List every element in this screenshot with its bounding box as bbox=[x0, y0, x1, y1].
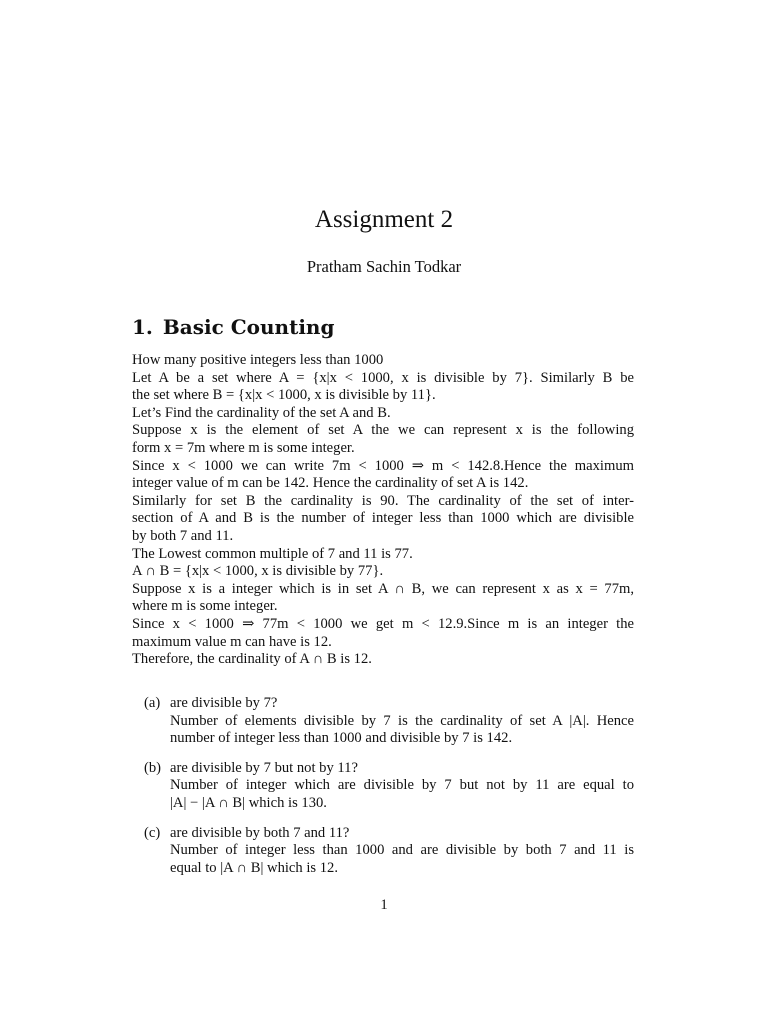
document-title: Assignment 2 bbox=[314, 206, 454, 233]
body-line: Suppose x is the element of set A the we can represent x is the following bbox=[132, 422, 634, 439]
item-answer-line: |A| − |A ∩ B| which is 130. bbox=[170, 794, 327, 811]
body-line: Let’s Find the cardinality of the set A and B. bbox=[132, 404, 391, 421]
item-label: (b) bbox=[144, 759, 162, 776]
list-item bbox=[132, 825, 634, 878]
section-number: 1. bbox=[132, 315, 153, 339]
body-line: A ∩ B = {x|x < 1000, x is divisible by 77}. bbox=[132, 563, 384, 580]
list-item bbox=[132, 760, 634, 813]
item-answer-line: Number of elements divisible by 7 is the cardinality of set A |A|. Hence bbox=[170, 712, 634, 729]
body-line: Suppose x is a integer which is in set A ∩ B, we can represent x as x = 77m, bbox=[132, 580, 634, 597]
item-answer-line: number of integer less than 1000 and divisible by 7 is 142. bbox=[170, 730, 513, 747]
body-line: the set where B = {x|x < 1000, x is divisible by 11}. bbox=[132, 387, 436, 404]
section-title: Basic Counting bbox=[162, 315, 335, 339]
body-line: Since x < 1000 ⇒ 77m < 1000 we get m < 12.9.Since m is an integer the bbox=[132, 615, 634, 632]
page-number: 1 bbox=[380, 897, 388, 913]
body-line: section of A and B is the number of integer less than 1000 which are divisible bbox=[132, 510, 634, 527]
body-line: How many positive integers less than 1000 bbox=[132, 352, 384, 368]
body-line: The Lowest common multiple of 7 and 11 is 77. bbox=[132, 545, 413, 562]
item-question: are divisible by 7? bbox=[170, 695, 278, 711]
body-line: where m is some integer. bbox=[132, 598, 278, 615]
item-answer-line: Number of integer which are divisible by 7 but not by 11 are equal to bbox=[170, 777, 634, 794]
body-line: by both 7 and 11. bbox=[132, 527, 234, 544]
body-text bbox=[132, 352, 634, 669]
item-label: (a) bbox=[144, 695, 161, 711]
body-line: form x = 7m where m is some integer. bbox=[132, 439, 355, 456]
section-heading bbox=[132, 314, 334, 340]
body-line: Let A be a set where A = {x|x < 1000, x is divisible by 7}. Similarly B be bbox=[132, 369, 634, 386]
body-line: Similarly for set B the cardinality is 90. The cardinality of the set of inter- bbox=[132, 492, 634, 509]
list-item bbox=[132, 695, 634, 748]
item-label: (c) bbox=[144, 824, 161, 841]
body-line: integer value of m can be 142. Hence the cardinality of set A is 142. bbox=[132, 475, 529, 492]
question-list bbox=[132, 695, 634, 889]
item-question: are divisible by 7 but not by 11? bbox=[170, 759, 358, 776]
item-answer-line: equal to |A ∩ B| which is 12. bbox=[170, 859, 338, 876]
body-line: maximum value m can have is 12. bbox=[132, 633, 332, 650]
author-name: Pratham Sachin Todkar bbox=[306, 257, 462, 276]
body-line: Since x < 1000 we can write 7m < 1000 ⇒ m < 142.8.Hence the maximum bbox=[132, 457, 634, 474]
item-answer-line: Number of integer less than 1000 and are divisible by both 7 and 11 is bbox=[170, 842, 634, 859]
item-question: are divisible by both 7 and 11? bbox=[170, 824, 350, 841]
body-line: Therefore, the cardinality of A ∩ B is 12. bbox=[132, 651, 372, 668]
